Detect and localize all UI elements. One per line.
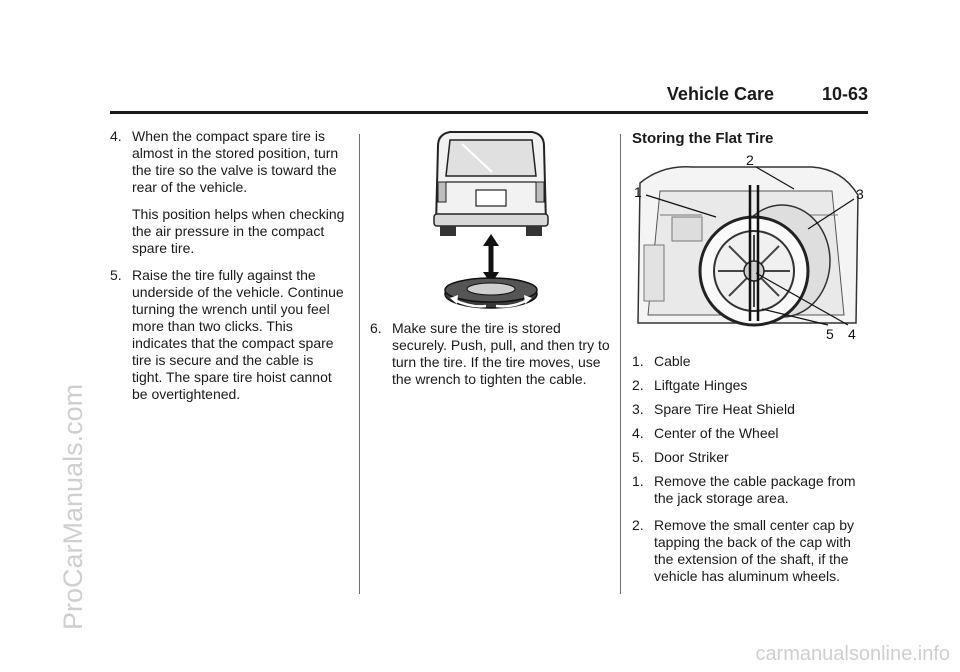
legend-item [632, 353, 872, 370]
step-4 [110, 128, 346, 196]
column-3 [632, 128, 872, 595]
storage-step-2 [632, 517, 872, 585]
legend-number: 5. [632, 449, 644, 465]
side-watermark-text: ProCarManuals.com [58, 383, 88, 630]
step-6 [370, 320, 610, 388]
callout-4: 4 [848, 326, 856, 342]
legend-number: 3. [632, 401, 644, 417]
step-number: 2. [632, 517, 644, 533]
step-number: 1. [632, 473, 644, 489]
legend-number: 4. [632, 425, 644, 441]
step-text: Raise the tire fully against the underside of the vehicle. Continue turning the wrench until you feel more than two clicks. This indicates that the compact spare tire is secure and the cable is tight. The spare tire hoist cannot be overtightened. [132, 267, 344, 402]
page-number: 10-63 [821, 84, 868, 104]
legend-item [632, 401, 872, 418]
step-number: 5. [110, 267, 122, 283]
step-number: 4. [110, 128, 122, 144]
callout-3: 3 [856, 186, 864, 202]
vehicle-rear-spare-tire-illustration [432, 128, 550, 314]
flat-tire-storage-illustration [632, 155, 864, 345]
legend-label: Door Striker [654, 449, 729, 465]
column-divider-1 [359, 134, 360, 594]
step-text: Remove the small center cap by tapping the back of the cap with the extension of the shaft, if the vehicle has aluminum wheels. [654, 517, 854, 584]
section-title: Vehicle Care [666, 84, 774, 104]
storage-step-1 [632, 473, 872, 507]
legend-item [632, 425, 872, 442]
page-header [110, 80, 868, 108]
column-divider-2 [620, 134, 621, 594]
legend-label: Spare Tire Heat Shield [654, 401, 795, 417]
side-watermark [58, 190, 98, 630]
step-5 [110, 267, 346, 403]
legend-item [632, 449, 872, 466]
legend-label: Center of the Wheel [654, 425, 779, 441]
legend-label: Liftgate Hinges [654, 377, 748, 393]
callout-2: 2 [746, 155, 754, 168]
legend-item [632, 377, 872, 394]
footer-watermark: carmanualsonline.info [755, 643, 950, 665]
header-rule [110, 111, 868, 114]
step-text: Make sure the tire is stored securely. Push, pull, and then try to turn the tire. If the tire moves, use the wrench to tighten the cable. [392, 320, 610, 387]
column-2 [370, 128, 610, 398]
callout-1: 1 [634, 184, 642, 200]
legend-number: 1. [632, 353, 644, 369]
step-number: 6. [370, 320, 382, 336]
step-text: When the compact spare tire is almost in the stored position, turn the tire so the valve is toward the rear of the vehicle. [132, 128, 339, 195]
step-4-note: This position helps when checking the air pressure in the compact spare tire. [132, 206, 345, 256]
legend-label: Cable [654, 353, 691, 369]
callout-5: 5 [826, 326, 834, 342]
section-heading: Storing the Flat Tire [632, 130, 774, 147]
step-text: Remove the cable package from the jack storage area. [654, 473, 856, 506]
legend-number: 2. [632, 377, 644, 393]
column-1 [110, 128, 346, 413]
